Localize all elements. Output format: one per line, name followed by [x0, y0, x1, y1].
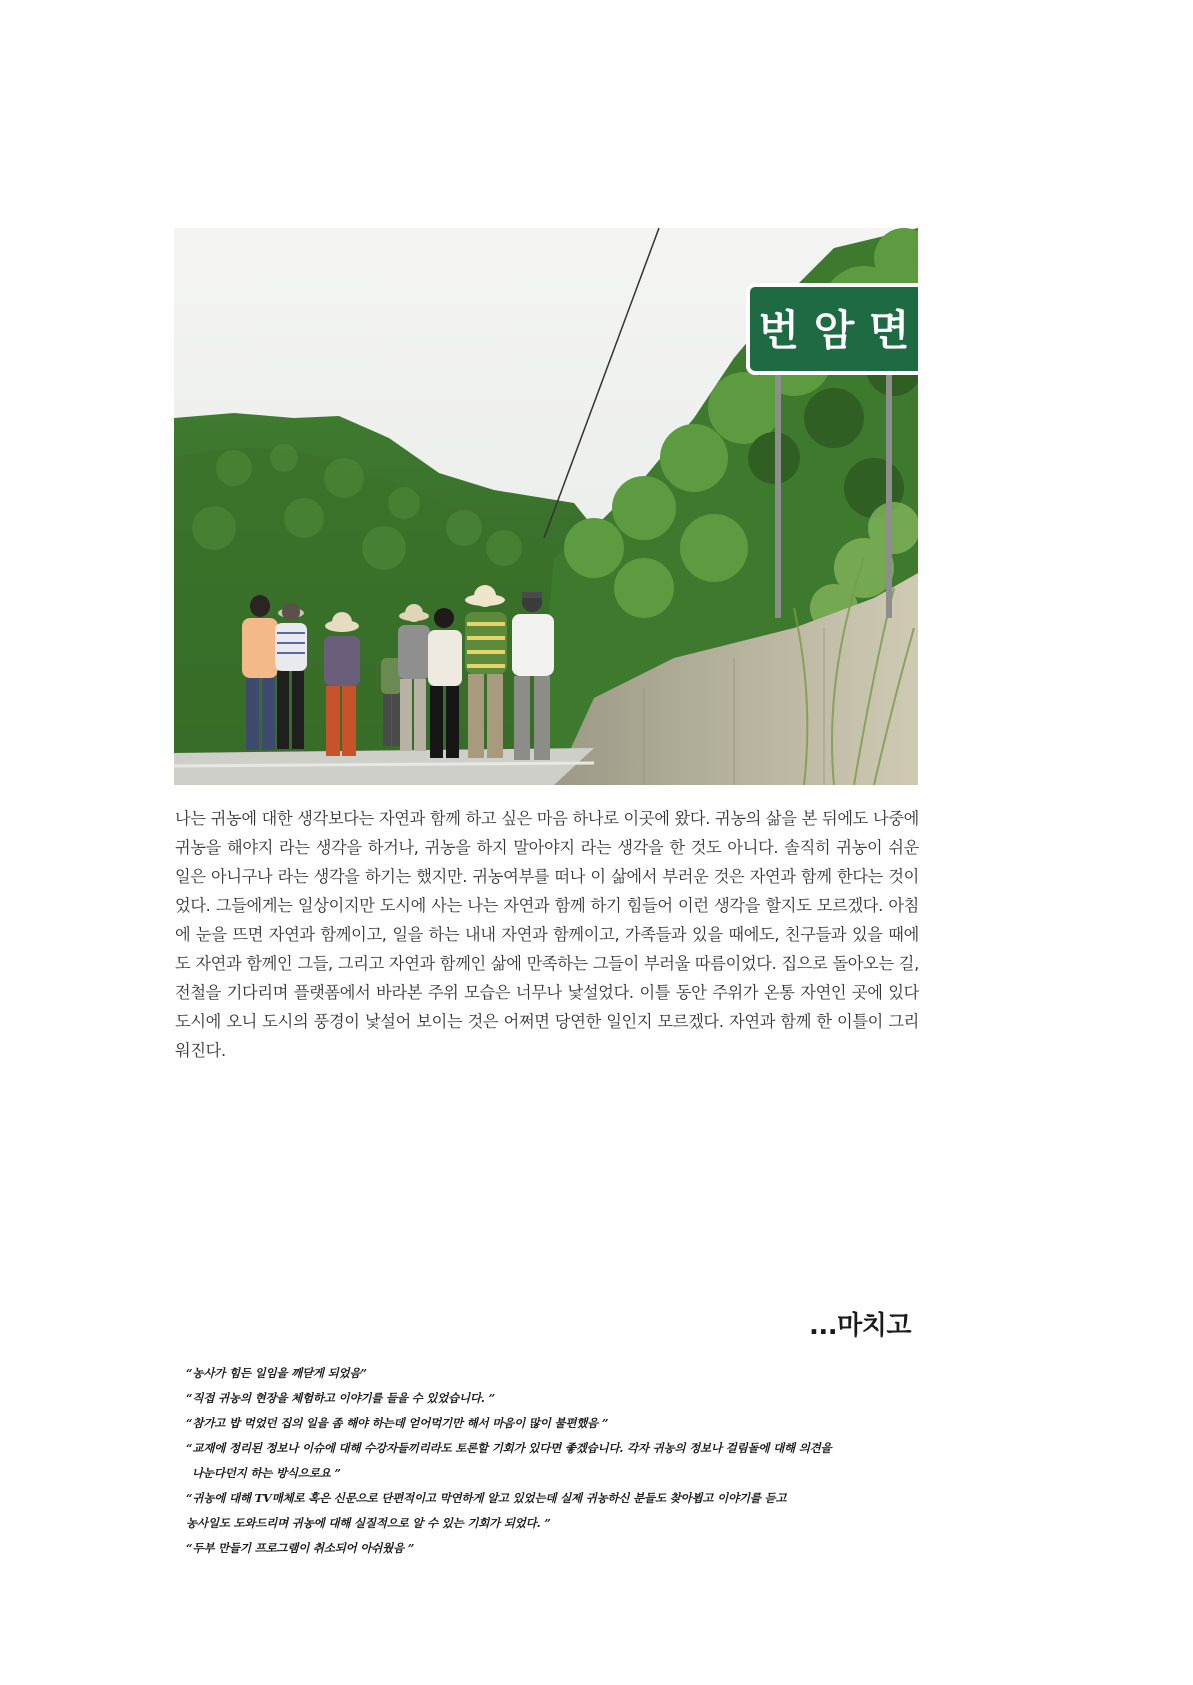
hero-photo	[174, 228, 918, 785]
feedback-item-continued: 나눈다던지 하는 방식으로요 ”	[192, 1466, 341, 1480]
feedback-item: “농사가 힘든 일임을 깨닫게 되었음”	[186, 1366, 367, 1380]
closing-title: ...마치고	[809, 1311, 911, 1341]
essay-paragraph: 나는 귀농에 대한 생각보다는 자연과 함께 하고 싶은 마음 하나로 이곳에 왔다. 귀농의 삶을 본 뒤에도 나중에 귀농을 해야지 라는 생각을 하거나, 귀농을 하지 말아야지 라는 생각을 한 것도 아니다. 솔직히 귀농이 쉬운 일은 아니구나 라는 생각을 하기는 했지만. 귀농여부를 떠나 이 삶에서 부러운 것은 자연과 함께 한다는 것이었다. 그들에게는 일상이지만 도시에 사는 나는 자연과 함께 하기 힘들어 이런 생각을 할지도 모르겠다. 아침에 눈을 뜨면 자연과 함께이고, 일을 하는 내내 자연과 함께이고, 가족들과 있을 때에도, 친구들과 있을 때에도 자연과 함께인 그들, 그리고 자연과 함께인 삶에 만족하는 그들이 부러울 따름이었다. 집으로 돌아오는 길, 전철을 기다리며 플랫폼에서 바라본 주위 모습은 너무나 낯설었다. 이틀 동안 주위가 온통 자연인 곳에 있다 도시에 오니 도시의 풍경이 낯설어 보이는 것은 어쩌면 당연한 일인지 모르겠다. 자연과 함께 한 이틀이 그리워진다.	[175, 809, 919, 1060]
feedback-item: “참가고 밥 먹었던 집의 일을 좀 해야 하는데 얻어먹기만 해서 마음이 많이 불편했음 ”	[186, 1416, 609, 1430]
feedback-item: “직접 귀농의 현장을 체험하고 이야기를 들을 수 있었습니다. ”	[186, 1391, 495, 1405]
feedback-item: “두부 만들기 프로그램이 취소되어 아쉬웠음 ”	[186, 1541, 415, 1555]
feedback-item-continued: 농사일도 도와드리며 귀농에 대해 실질적으로 알 수 있는 기회가 되었다. ”	[186, 1516, 551, 1530]
road-sign-text: 번 암 면	[758, 306, 910, 355]
participant-feedback-list	[186, 1361, 906, 1561]
feedback-item: “교재에 정리된 정보나 이슈에 대해 수강자들끼리라도 토론할 기회가 있다면 좋겠습니다. 각자 귀농의 정보나 걸림돌에 대해 의견을	[186, 1441, 832, 1455]
village-walk-illustration	[174, 228, 918, 785]
feedback-item: “귀농에 대해 TV매체로 혹은 신문으로 단편적이고 막연하게 알고 있었는데 실제 귀농하신 분들도 찾아뵙고 이야기를 듣고	[186, 1491, 787, 1505]
